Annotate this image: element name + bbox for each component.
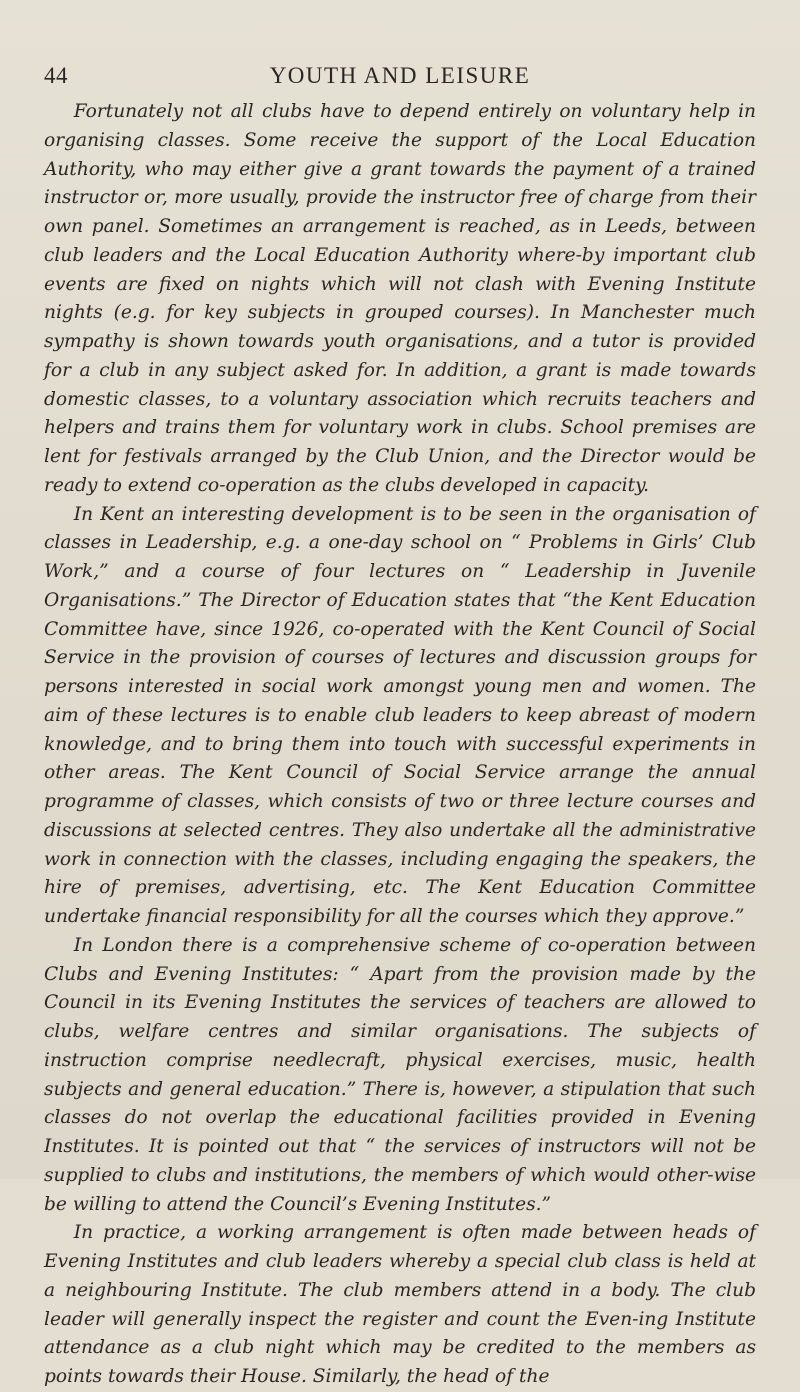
page-number: 44	[44, 63, 68, 88]
paragraph: In London there is a comprehensive scheme of co-operation between Clubs and Evening Institutes: “ Apart from the provision made by the Council in its Evening Institutes the services of teachers are allowed to clubs, welfare centres and similar organisations. The subjects of instruction comprise needlecraft, physical exercises, music, health subjects and general education.” There is, however, a stipulation that such classes do not overlap the educational facilities provided in Evening Institutes. It is pointed out that “ the services of instructors will not be supplied to clubs and institutions, the members of which would other-wise be willing to attend the Council’s Evening Institutes.”	[44, 934, 756, 1215]
paragraph: In Kent an interesting development is to be seen in the organisation of classes in Leadership, e.g. a one-day school on “ Problems in Girls’ Club Work,” and a course of four lectures on “ Leadership in Juvenile Organisations.” The Director of Education states that “the Kent Education Committee have, since 1926, co-operated with the Kent Council of Social Service in the provision of courses of lectures and discussion groups for persons interested in social work amongst young men and women. The aim of these lectures is to enable club leaders to keep abreast of modern knowledge, and to bring them into touch with successful experiments in other areas. The Kent Council of Social Service arrange the annual programme of classes, which consists of two or three lecture courses and discussions at selected centres. They also undertake all the administrative work in connection with the classes, including engaging the speakers, the hire of premises, advertising, etc. The Kent Education Committee undertake financial responsibility for all the courses which they approve.”	[44, 503, 756, 927]
page-header	[44, 63, 756, 91]
body-text	[44, 98, 756, 1392]
paragraph: In practice, a working arrangement is often made between heads of Evening Institutes and club leaders whereby a special club class is held at a neighbouring Institute. The club members attend in a body. The club leader will generally inspect the register and count the Even-ing Institute attendance as a club night which may be credited to the members as points towards their House. Similarly, the head of the	[44, 1222, 756, 1387]
paragraph: Fortunately not all clubs have to depend entirely on voluntary help in organising classes. Some receive the support of the Local Education Authority, who may either give a grant towards the payment of a trained instructor or, more usually, provide the instructor free of charge from their own panel. Sometimes an arrangement is reached, as in Leeds, between club leaders and the Local Education Authority where-by important club events are fixed on nights which will not clash with Evening Institute nights (e.g. for key subjects in grouped courses). In Manchester much sympathy is shown towards youth organisations, and a tutor is provided for a club in any subject asked for. In addition, a grant is made towards domestic classes, to a voluntary association which recruits teachers and helpers and trains them for voluntary work in clubs. School premises are lent for festivals arranged by the Club Union, and the Director would be ready to extend co-operation as the clubs developed in capacity.	[44, 101, 756, 496]
running-title: YOUTH AND LEISURE	[269, 63, 531, 88]
